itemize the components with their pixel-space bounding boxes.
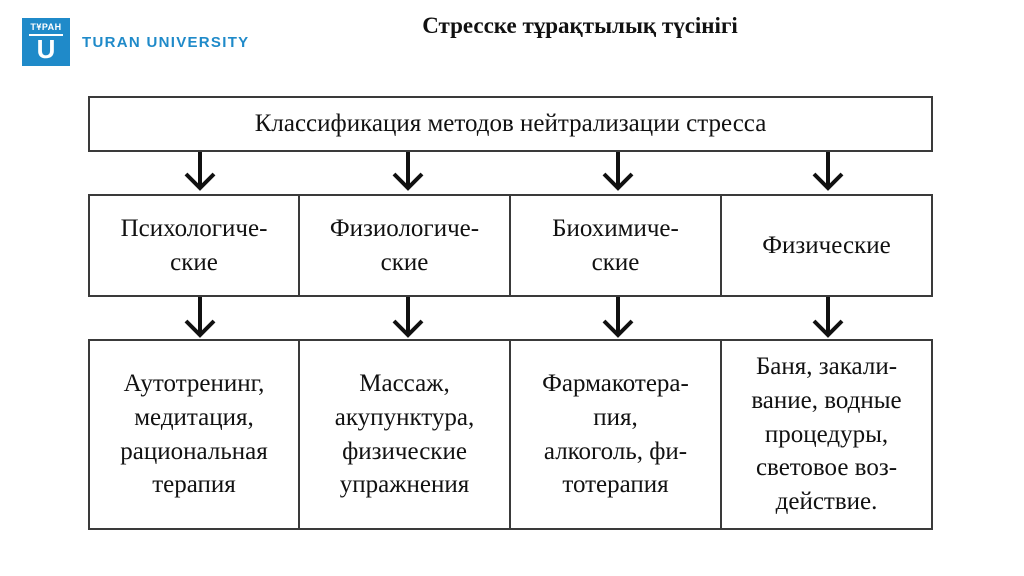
arrow-cat-1-to-methods — [183, 297, 217, 339]
logo-mark-letter: U — [36, 34, 56, 64]
arrow-cat-2-to-methods — [391, 297, 425, 339]
logo-mark-text: ТҰРАН — [30, 22, 62, 32]
methods-box-biochemical: Фармакотера- пия, алкоголь, фи- тотерапия — [509, 339, 722, 530]
arrow-header-to-cat-3 — [601, 152, 635, 192]
slide-title: Стресске тұрақтылық түсінігі — [422, 13, 738, 38]
category-box-psychological: Психологиче- ские — [88, 194, 300, 297]
methods-box-physiological: Массаж, акупунктура, физические упражнения — [298, 339, 511, 530]
classification-header-box: Классификация методов нейтрализации стресса — [88, 96, 933, 152]
arrow-header-to-cat-2 — [391, 152, 425, 192]
category-box-biochemical: Биохимиче- ские — [509, 194, 722, 297]
logo-name: TURAN UNIVERSITY — [82, 33, 250, 51]
arrow-header-to-cat-1 — [183, 152, 217, 192]
methods-box-physical: Баня, закали- вание, водные процедуры, световое воз- действие. — [720, 339, 933, 530]
turan-logo-mark — [22, 18, 70, 66]
category-box-physiological: Физиологиче- ские — [298, 194, 511, 297]
arrow-header-to-cat-4 — [811, 152, 845, 192]
category-box-physical: Физические — [720, 194, 933, 297]
methods-box-psychological: Аутотренинг, медитация, рациональная терапия — [88, 339, 300, 530]
arrow-cat-3-to-methods — [601, 297, 635, 339]
arrow-cat-4-to-methods — [811, 297, 845, 339]
turan-logo — [22, 18, 249, 66]
